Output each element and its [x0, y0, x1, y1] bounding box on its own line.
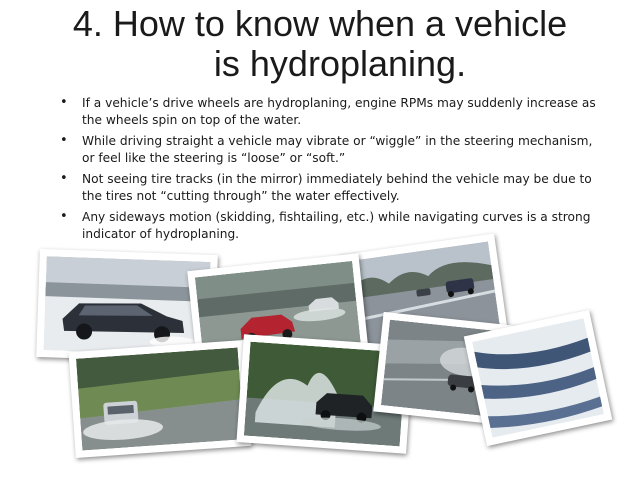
slide-title: [20, 4, 620, 84]
slide-title-line-2: is hydroplaning.: [213, 43, 467, 84]
bullet-list: [58, 95, 598, 247]
photo-highway-spray: [69, 340, 252, 458]
bullet-item: • Any sideways motion (skidding, fishtailing, etc.) while navigating curves is a strong indicator of hydroplaning.: [58, 209, 598, 242]
highway-spray-photo: [76, 347, 244, 450]
slide-title-line-1: 4. How to know when a vehicle: [72, 3, 568, 44]
bullet-item: • Not seeing tire tracks (in the mirror) immediately behind the vehicle may be due to the tires not “cutting through” the water effectively.: [58, 171, 598, 204]
bullet-item: • If a vehicle’s drive wheels are hydroplaning, engine RPMs may suddenly increase as the wheels spin on top of the water.: [58, 95, 598, 128]
bullet-item: • While driving straight a vehicle may vibrate or “wiggle” in the steering mechanism, or feel like the steering is “loose” or “soft.”: [58, 133, 598, 166]
car-on-snow-photo: [43, 256, 210, 356]
snow-tracks-photo: [472, 318, 604, 438]
